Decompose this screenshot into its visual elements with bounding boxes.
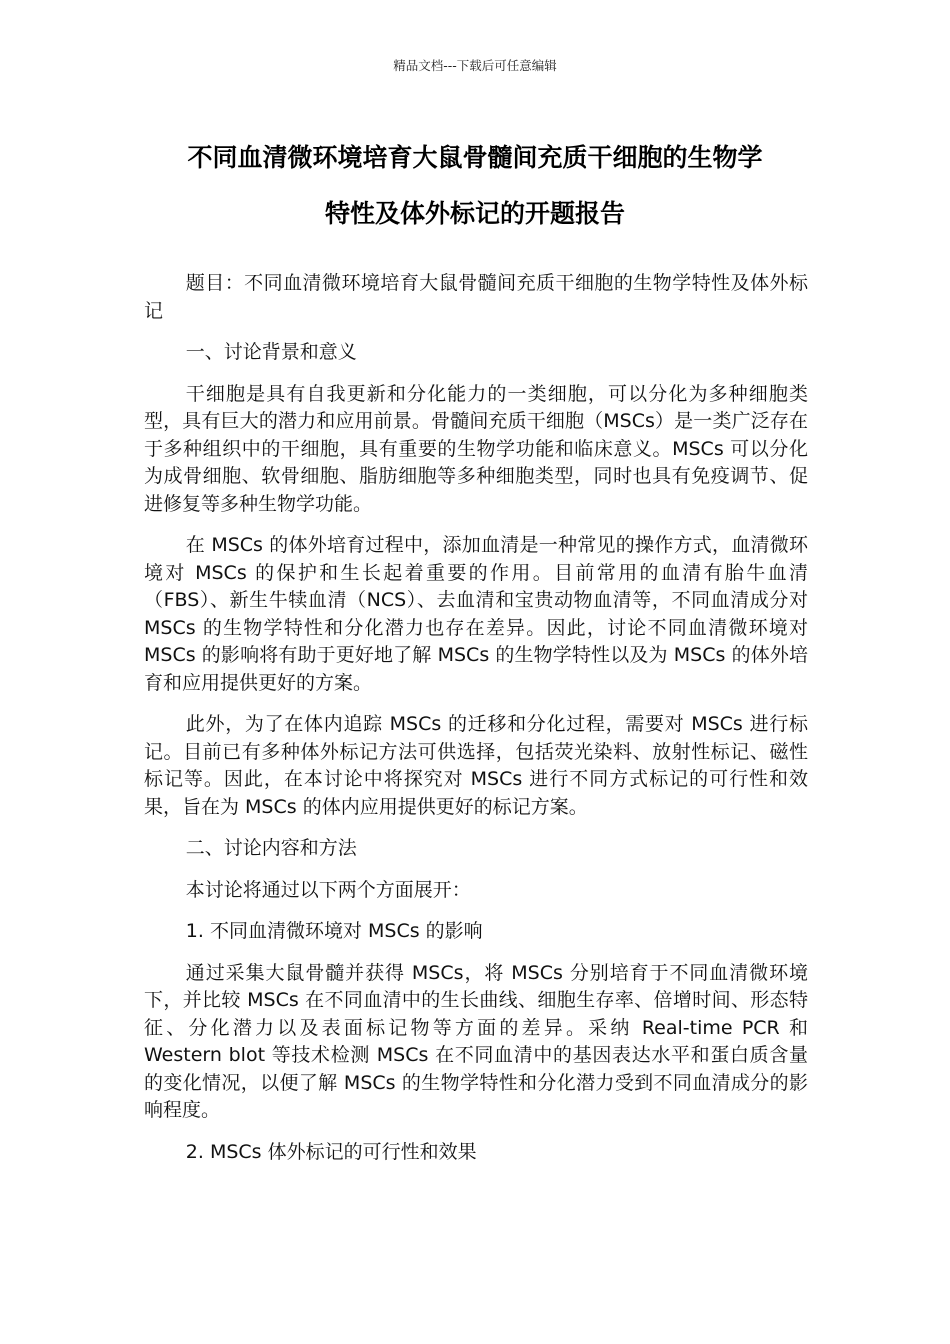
body-paragraph: 此外，为了在体内追踪 MSCs 的迁移和分化过程，需要对 MSCs 进行标记。目前已有多种体外标记方法可供选择，包括荧光染料、放射性标记、磁性标记等。因此，在本讨论中将探究对 MSCs 进行不同方式标记的可行性和效果，旨在为 MSCs 的体内应用提供更好的标记方案。 bbox=[144, 713, 808, 818]
section-heading-background: 一、讨论背景和意义 bbox=[185, 341, 357, 363]
topic-paragraph: 题目：不同血清微环境培育大鼠骨髓间充质干细胞的生物学特性及体外标记 bbox=[144, 272, 808, 322]
page-header-note: 精品文档---下载后可任意编辑 bbox=[393, 58, 557, 73]
subsection-heading-1: 1. 不同血清微环境对 MSCs 的影响 bbox=[185, 920, 483, 942]
document-body bbox=[144, 270, 808, 1180]
body-paragraph: 干细胞是具有自我更新和分化能力的一类细胞，可以分化为多种细胞类型，具有巨大的潜力和应用前景。骨髓间充质干细胞（MSCs）是一类广泛存在于多种组织中的干细胞，具有重要的生物学功能和临床意义。MSCs 可以分化为成骨细胞、软骨细胞、脂肪细胞等多种细胞类型，同时也具有免疫调节、促进修复等多种生物学功能。 bbox=[144, 382, 808, 515]
document-title-line-2: 特性及体外标记的开题报告 bbox=[324, 199, 625, 228]
document-title-line-1: 不同血清微环境培育大鼠骨髓间充质干细胞的生物学 bbox=[187, 143, 763, 172]
body-paragraph: 通过采集大鼠骨髓并获得 MSCs，将 MSCs 分别培育于不同血清微环境下，并比较 MSCs 在不同血清中的生长曲线、细胞生存率、倍增时间、形态特征、分化潜力以及表面标记物等方面的差异。采纳 Real-time PCR 和 Western blot 等技术检测 MSCs 在不同血清中的基因表达水平和蛋白质含量的变化情况，以便了解 MSCs 的生物学特性和分化潜力受到不同血清成分的影响程度。 bbox=[144, 961, 808, 1121]
section-heading-methods: 二、讨论内容和方法 bbox=[185, 837, 357, 859]
body-paragraph: 在 MSCs 的体外培育过程中，添加血清是一种常见的操作方式，血清微环境对 MSCs 的保护和生长起着重要的作用。目前常用的血清有胎牛血清（FBS）、新生牛犊血清（NCS）、去血清和宝贵动物血清等，不同血清成分对 MSCs 的生物学特性和分化潜力也存在差异。因此，讨论不同血清微环境对 MSCs 的影响将有助于更好地了解 MSCs 的生物学特性以及为 MSCs 的体外培育和应用提供更好的方案。 bbox=[144, 534, 808, 694]
subsection-heading-2: 2. MSCs 体外标记的可行性和效果 bbox=[185, 1140, 477, 1163]
body-paragraph: 本讨论将通过以下两个方面展开： bbox=[185, 878, 471, 901]
